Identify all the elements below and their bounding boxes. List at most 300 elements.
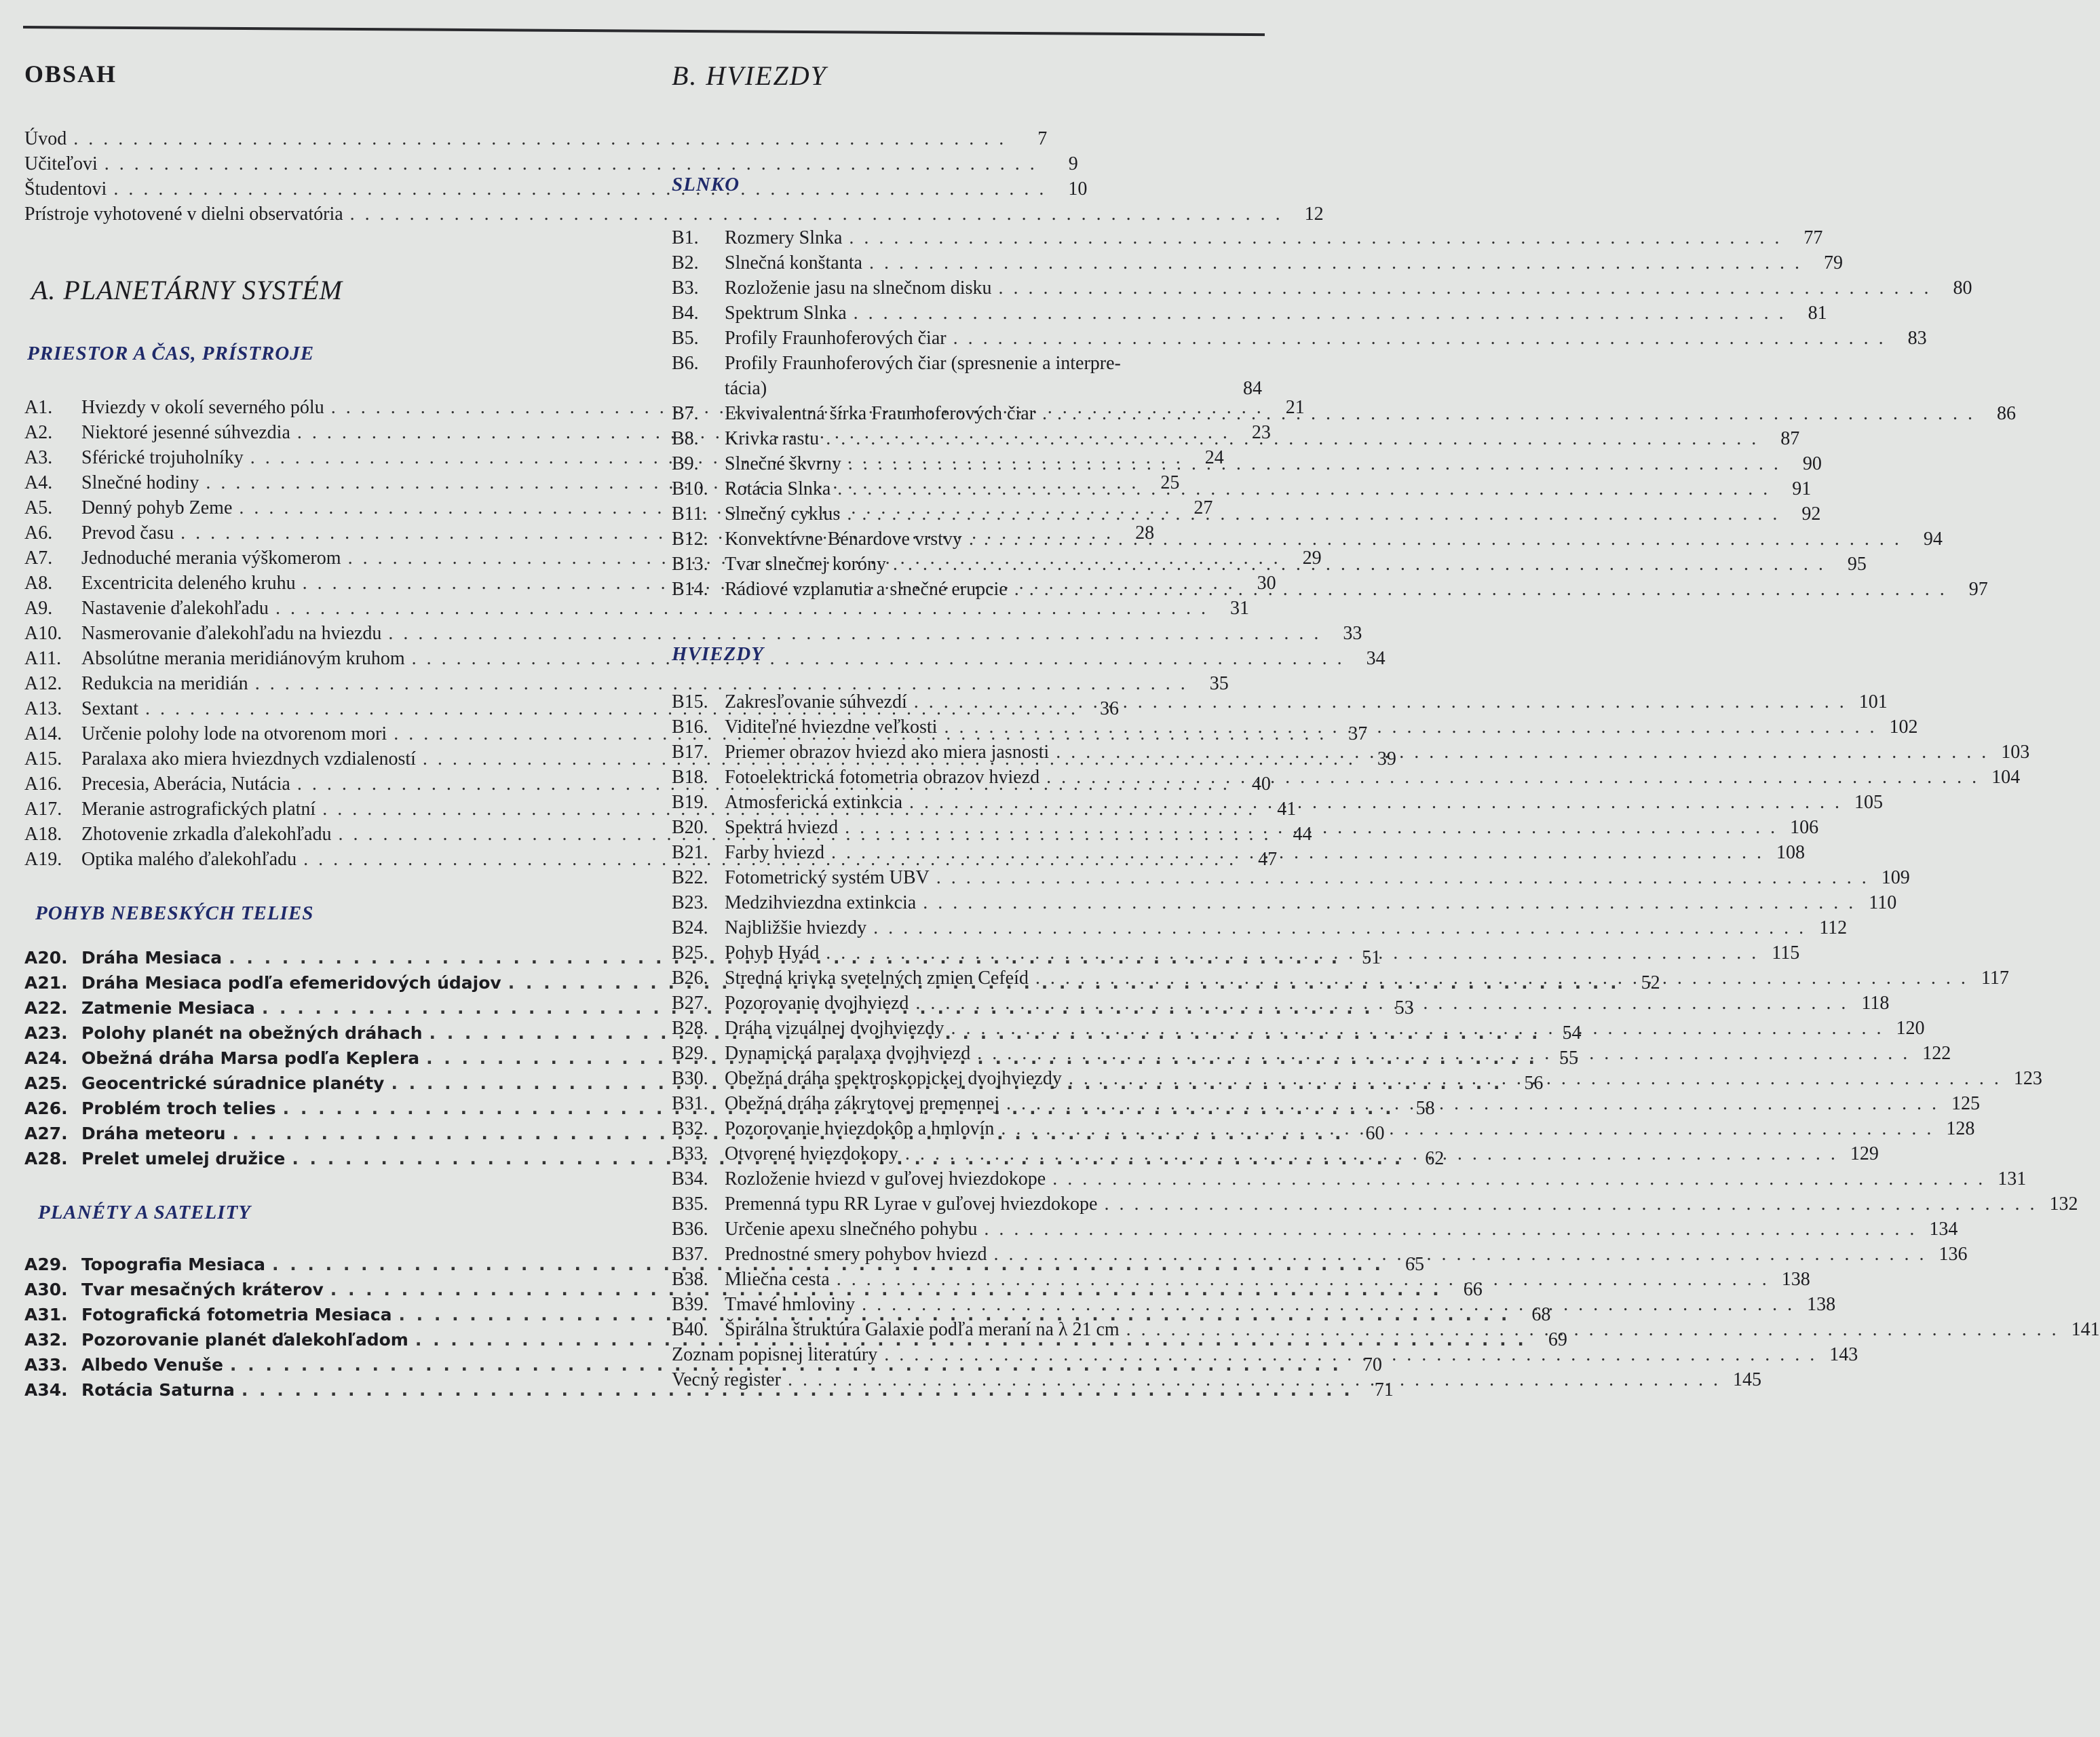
entry-number: B23. bbox=[672, 892, 708, 913]
entry-page: 134 bbox=[1929, 1219, 1958, 1240]
dot-leader bbox=[884, 1342, 1817, 1367]
dot-leader bbox=[873, 915, 1806, 940]
entry-page: 12 bbox=[1304, 204, 1324, 225]
entry-number: B4. bbox=[672, 303, 699, 324]
entry-number: A8. bbox=[24, 573, 53, 594]
entry-title: Farby hviezd bbox=[725, 842, 824, 863]
entry-title: Obežná dráha zákrytovej premennej bbox=[725, 1093, 1000, 1114]
entry-page: 10 bbox=[1068, 178, 1088, 199]
entry-page: 58 bbox=[1415, 1098, 1435, 1119]
entry-page: 30 bbox=[1257, 573, 1276, 594]
entry-title: Učiteľovi bbox=[24, 153, 98, 174]
entry-page: 56 bbox=[1524, 1073, 1544, 1094]
entry-title: Nastavenie ďalekohľadu bbox=[81, 598, 269, 619]
entry-page: 92 bbox=[1801, 503, 1821, 524]
toc-entry bbox=[24, 671, 1229, 696]
entry-number: A28. bbox=[24, 1149, 68, 1168]
toc-entry bbox=[672, 890, 1897, 915]
toc-entry bbox=[24, 596, 1249, 621]
entry-title: Slnečné hodiny bbox=[81, 472, 199, 493]
entry-number: B1. bbox=[672, 227, 699, 248]
entry-title: Fotoelektrická fotometria obrazov hviezd bbox=[725, 767, 1040, 788]
entry-title: Rotácia Saturna bbox=[81, 1380, 235, 1400]
toc-entry bbox=[24, 202, 1324, 227]
entry-title-line1: Profily Fraunhoferových čiar (spresnenie a interpre- bbox=[725, 353, 1121, 374]
entry-title: Pozorovanie planét ďalekohľadom bbox=[81, 1330, 408, 1350]
dot-leader bbox=[1052, 1166, 1985, 1191]
entry-number: B31. bbox=[672, 1093, 708, 1114]
entry-page: 27 bbox=[1194, 497, 1213, 518]
entry-number: A31. bbox=[24, 1305, 68, 1324]
entry-number: A34. bbox=[24, 1380, 68, 1400]
dot-leader bbox=[350, 202, 1283, 227]
dot-leader bbox=[977, 1041, 1910, 1066]
dot-leader bbox=[915, 991, 1848, 1016]
entry-page: 39 bbox=[1377, 748, 1396, 769]
entry-title: Polohy planét na obežných dráhach bbox=[81, 1023, 423, 1043]
entry-page: 7 bbox=[1037, 128, 1048, 149]
toc-entry bbox=[672, 275, 1972, 301]
dot-leader bbox=[998, 275, 1931, 301]
entry-number: A15. bbox=[24, 748, 62, 769]
entry-page: 68 bbox=[1531, 1304, 1551, 1325]
entry-number: B10. bbox=[672, 478, 708, 499]
entry-page: 79 bbox=[1823, 252, 1843, 273]
entry-page: 81 bbox=[1808, 303, 1827, 324]
entry-title: Paralaxa ako miera hviezdnych vzdialeností bbox=[81, 748, 416, 769]
entry-number: B35. bbox=[672, 1194, 708, 1215]
entry-title: Dráha Mesiaca podľa efemeridových údajov bbox=[81, 973, 501, 993]
entry-title: Sextant bbox=[81, 698, 138, 719]
entry-title: Stredná krivka svetelných zmien Cefeíd bbox=[725, 968, 1029, 989]
entry-page: 120 bbox=[1896, 1018, 1925, 1039]
entry-page: 117 bbox=[1981, 968, 2009, 989]
entry-number: B16. bbox=[672, 717, 708, 738]
entry-page: 21 bbox=[1285, 397, 1305, 418]
entry-number: A13. bbox=[24, 698, 62, 719]
entry-number: B7. bbox=[672, 403, 699, 424]
toc-entry bbox=[672, 1191, 2078, 1217]
entry-number: A1. bbox=[24, 397, 53, 418]
entry-title: Dráha vizuálnej dvojhviezdy bbox=[725, 1018, 944, 1039]
toc-entry bbox=[672, 915, 1848, 940]
entry-number: B39. bbox=[672, 1294, 708, 1315]
entry-title: Redukcia na meridián bbox=[81, 673, 248, 694]
entry-title: Otvorené hviezdokopy bbox=[725, 1143, 898, 1164]
entry-number: A17. bbox=[24, 799, 62, 820]
entry-page: 52 bbox=[1641, 972, 1660, 993]
entry-title: Rozmery Slnka bbox=[725, 227, 843, 248]
entry-title: Jednoduché merania výškomerom bbox=[81, 548, 341, 569]
entry-number: A3. bbox=[24, 447, 53, 468]
toc-entry bbox=[672, 326, 1927, 351]
entry-page: 41 bbox=[1277, 799, 1297, 820]
dot-leader bbox=[847, 501, 1780, 527]
part-b-title: B. HVIEZDY bbox=[672, 60, 827, 91]
dot-leader bbox=[923, 890, 1856, 915]
entry-title: Sférické trojuholníky bbox=[81, 447, 244, 468]
entry-number: A27. bbox=[24, 1124, 68, 1143]
entry-title: Prednostné smery pohybov hviezd bbox=[725, 1244, 987, 1265]
entry-page: 128 bbox=[1946, 1118, 1975, 1139]
entry-number: A18. bbox=[24, 824, 62, 845]
entry-title: Excentricita deleného kruhu bbox=[81, 573, 296, 594]
entry-page: 91 bbox=[1792, 478, 1812, 499]
entry-title: Viditeľné hviezdne veľkosti bbox=[725, 717, 938, 738]
entry-number: B13. bbox=[672, 554, 708, 575]
dot-leader bbox=[914, 689, 1847, 714]
entry-number: A26. bbox=[24, 1099, 68, 1118]
entry-page: 131 bbox=[1998, 1168, 2027, 1189]
entry-number: A29. bbox=[24, 1255, 68, 1274]
toc-entry bbox=[672, 301, 1827, 326]
entry-number: B29. bbox=[672, 1043, 708, 1064]
dot-leader bbox=[1126, 1317, 2059, 1342]
dot-leader bbox=[1046, 765, 1979, 790]
dot-leader bbox=[1014, 577, 1947, 602]
entry-number: B40. bbox=[672, 1319, 708, 1340]
section-heading: POHYB NEBESKÝCH TELIES bbox=[35, 902, 314, 924]
toc-entry bbox=[24, 151, 1078, 176]
entry-page: 23 bbox=[1251, 422, 1271, 443]
entry-title: Topografia Mesiaca bbox=[81, 1255, 266, 1274]
entry-title: Dráha Mesiaca bbox=[81, 948, 223, 968]
dot-leader bbox=[862, 1292, 1795, 1317]
entry-page: 54 bbox=[1562, 1023, 1582, 1044]
entry-number: B28. bbox=[672, 1018, 708, 1039]
entry-page: 65 bbox=[1405, 1254, 1424, 1275]
entry-title: Pozorovanie hviezdokôp a hmlovín bbox=[725, 1118, 995, 1139]
entry-page: 84 bbox=[1243, 378, 1262, 399]
entry-number: B33. bbox=[672, 1143, 708, 1164]
entry-page: 24 bbox=[1204, 447, 1224, 468]
entry-page: 51 bbox=[1362, 947, 1381, 968]
entry-number: B32. bbox=[672, 1118, 708, 1139]
entry-title: Obežná dráha Marsa podľa Keplera bbox=[81, 1048, 420, 1068]
entry-page: 102 bbox=[1889, 717, 1918, 738]
entry-number: B19. bbox=[672, 792, 708, 813]
entry-number: B12. bbox=[672, 529, 708, 550]
entry-number: B11. bbox=[672, 503, 708, 524]
entry-page: 66 bbox=[1463, 1279, 1483, 1300]
entry-title: Vecný register bbox=[672, 1369, 781, 1390]
dot-leader bbox=[994, 1242, 1927, 1267]
entry-title: Fotometrický systém UBV bbox=[725, 867, 930, 888]
entry-title: Priemer obrazov hviezd ako miera jasnosti bbox=[725, 742, 1050, 763]
entry-title: Určenie apexu slnečného pohybu bbox=[725, 1219, 978, 1240]
entry-page: 80 bbox=[1953, 278, 1972, 299]
entry-page: 87 bbox=[1780, 428, 1800, 449]
toc-entry bbox=[24, 126, 1048, 151]
entry-page: 69 bbox=[1548, 1329, 1567, 1350]
entry-number: A32. bbox=[24, 1330, 68, 1350]
dot-leader bbox=[951, 1016, 1884, 1041]
entry-title: Dynamická paralaxa dvojhviezd bbox=[725, 1043, 971, 1064]
entry-title: Geocentrické súradnice planéty bbox=[81, 1073, 385, 1093]
entry-page: 105 bbox=[1854, 792, 1884, 813]
entry-number: A16. bbox=[24, 774, 62, 795]
entry-page: 35 bbox=[1209, 673, 1229, 694]
entry-page: 101 bbox=[1858, 691, 1888, 712]
entry-title: Medzihviezdna extinkcia bbox=[725, 892, 917, 913]
toc-entry bbox=[672, 351, 1262, 401]
entry-page: 136 bbox=[1939, 1244, 1968, 1265]
entry-number: A7. bbox=[24, 548, 53, 569]
entry-title: Pozorovanie dvojhviezd bbox=[725, 993, 909, 1014]
entry-number: B3. bbox=[672, 278, 699, 299]
entry-title: Rozloženie jasu na slnečnom disku bbox=[725, 278, 992, 299]
entry-page: 143 bbox=[1829, 1344, 1858, 1365]
entry-page: 109 bbox=[1881, 867, 1910, 888]
toc-entry bbox=[672, 865, 1910, 890]
entry-title: Tmavé hmloviny bbox=[725, 1294, 856, 1315]
entry-page: 110 bbox=[1869, 892, 1897, 913]
dot-leader bbox=[113, 176, 1046, 202]
entry-number: A23. bbox=[24, 1023, 68, 1043]
entry-number: A24. bbox=[24, 1048, 68, 1068]
entry-number: A5. bbox=[24, 497, 53, 518]
entry-number: A4. bbox=[24, 472, 53, 493]
entry-title: Albedo Venuše bbox=[81, 1355, 223, 1375]
entry-number: B25. bbox=[672, 942, 708, 963]
entry-number: B17. bbox=[672, 742, 708, 763]
entry-title: Premenná typu RR Lyrae v guľovej hviezdokope bbox=[725, 1194, 1098, 1215]
dot-leader bbox=[944, 714, 1877, 740]
entry-title: Obežná dráha spektroskopickej dvojhviezdy bbox=[725, 1068, 1062, 1089]
entry-number: B21. bbox=[672, 842, 708, 863]
entry-page: 60 bbox=[1365, 1123, 1385, 1144]
section-heading: HVIEZDY bbox=[672, 643, 764, 665]
entry-title: Slnečný cyklus bbox=[725, 503, 841, 524]
entry-number: B14. bbox=[672, 579, 708, 600]
entry-title: Slnečná konštanta bbox=[725, 252, 862, 273]
entry-page: 44 bbox=[1293, 824, 1312, 845]
dot-leader bbox=[388, 621, 1321, 646]
dot-leader bbox=[849, 225, 1782, 250]
dot-leader bbox=[788, 1367, 1721, 1392]
entry-title: Zoznam popisnej literatúry bbox=[672, 1344, 878, 1365]
entry-page: 129 bbox=[1850, 1143, 1879, 1164]
entry-page: 97 bbox=[1968, 579, 1988, 600]
entry-title: Prelet umelej družice bbox=[81, 1149, 286, 1168]
entry-page: 103 bbox=[2001, 742, 2030, 763]
entry-number: A19. bbox=[24, 849, 62, 870]
part-a-title: A. PLANETÁRNY SYSTÉM bbox=[31, 275, 343, 305]
entry-number: B8. bbox=[672, 428, 699, 449]
dot-leader bbox=[854, 301, 1787, 326]
entry-title: Nasmerovanie ďalekohľadu na hviezdu bbox=[81, 623, 382, 644]
entry-number: A2. bbox=[24, 422, 53, 443]
entry-title: Spektrum Slnka bbox=[725, 303, 847, 324]
entry-number: B15. bbox=[672, 691, 708, 712]
entry-number: A12. bbox=[24, 673, 62, 694]
entry-number: A33. bbox=[24, 1355, 68, 1375]
entry-page: 28 bbox=[1135, 522, 1155, 543]
entry-page: 36 bbox=[1100, 698, 1119, 719]
toc-entry bbox=[672, 527, 1943, 552]
entry-number: B20. bbox=[672, 817, 708, 838]
entry-page: 25 bbox=[1160, 472, 1180, 493]
entry-page: 34 bbox=[1366, 648, 1386, 669]
dot-leader bbox=[1001, 1116, 1934, 1141]
toc-entry bbox=[672, 689, 1888, 714]
entry-title: Meranie astrografických platní bbox=[81, 799, 316, 820]
dot-leader bbox=[1035, 966, 1968, 991]
entry-title: Precesia, Aberácia, Nutácia bbox=[81, 774, 290, 795]
entry-page: 95 bbox=[1847, 554, 1867, 575]
toc-entry bbox=[672, 1166, 2027, 1191]
section-heading: PLANÉTY A SATELITY bbox=[38, 1202, 251, 1223]
entry-page: 40 bbox=[1251, 774, 1271, 795]
entry-page: 104 bbox=[1991, 767, 2021, 788]
entry-page: 53 bbox=[1394, 997, 1414, 1018]
entry-title: Rádiové vzplanutia a slnečné erupcie bbox=[725, 579, 1008, 600]
entry-page: 94 bbox=[1923, 529, 1943, 550]
dot-leader bbox=[73, 126, 1006, 151]
toc-entry bbox=[672, 476, 1812, 501]
entry-page: 141 bbox=[2071, 1319, 2100, 1340]
entry-number: A9. bbox=[24, 598, 53, 619]
dot-leader bbox=[869, 250, 1802, 275]
entry-title: Rozloženie hviezd v guľovej hviezdokope bbox=[725, 1168, 1046, 1189]
entry-title: Konvektívne Bénardove vrstvy bbox=[725, 529, 962, 550]
entry-number: B27. bbox=[672, 993, 708, 1014]
entry-title: Prevod času bbox=[81, 522, 174, 543]
dot-leader bbox=[845, 815, 1778, 840]
dot-leader bbox=[104, 151, 1037, 176]
dot-leader bbox=[412, 646, 1345, 671]
entry-number: A22. bbox=[24, 998, 68, 1018]
entry-title: Ekvivalentná šírka Fraunhoferových čiar bbox=[725, 403, 1035, 424]
entry-page: 77 bbox=[1803, 227, 1823, 248]
entry-page: 125 bbox=[1951, 1093, 1981, 1114]
entry-page: 123 bbox=[2013, 1068, 2042, 1089]
entry-title: Hviezdy v okolí severného pólu bbox=[81, 397, 324, 418]
entry-page: 70 bbox=[1362, 1354, 1382, 1375]
entry-number: A20. bbox=[24, 948, 68, 968]
entry-title: Problém troch telies bbox=[81, 1099, 276, 1118]
entry-title: Mliečna cesta bbox=[725, 1269, 830, 1290]
entry-number: B26. bbox=[672, 968, 708, 989]
entry-number: A6. bbox=[24, 522, 53, 543]
dot-leader bbox=[1042, 401, 1975, 426]
entry-page: 145 bbox=[1732, 1369, 1761, 1390]
entry-page: 55 bbox=[1559, 1048, 1579, 1069]
dot-leader bbox=[953, 326, 1886, 351]
dot-leader bbox=[984, 1217, 1917, 1242]
entry-number: B2. bbox=[672, 252, 699, 273]
entry-title: Pohyb Hyád bbox=[725, 942, 820, 963]
dot-leader bbox=[848, 451, 1781, 476]
entry-page: 90 bbox=[1802, 453, 1822, 474]
entry-page: 122 bbox=[1922, 1043, 1951, 1064]
dot-leader bbox=[969, 527, 1902, 552]
dot-leader bbox=[826, 940, 1759, 966]
dot-leader bbox=[905, 1141, 1838, 1166]
entry-title: Optika malého ďalekohľadu bbox=[81, 849, 297, 870]
toc-entry bbox=[672, 250, 1843, 275]
entry-number: B18. bbox=[672, 767, 708, 788]
entry-page: 62 bbox=[1425, 1148, 1445, 1169]
dot-leader bbox=[1104, 1191, 2037, 1217]
entry-number: B36. bbox=[672, 1219, 708, 1240]
entry-title: Slnečné škvrny bbox=[725, 453, 841, 474]
entry-title: Krivka rastu bbox=[725, 428, 820, 449]
entry-page: 9 bbox=[1068, 153, 1078, 174]
entry-number: B24. bbox=[672, 917, 708, 938]
toc-entry bbox=[672, 451, 1822, 476]
entry-title: Profily Fraunhoferových čiar bbox=[725, 328, 947, 349]
dot-leader bbox=[909, 790, 1842, 815]
entry-number: B37. bbox=[672, 1244, 708, 1265]
entry-page: 138 bbox=[1807, 1294, 1836, 1315]
section-heading: PRIESTOR A ČAS, PRÍSTROJE bbox=[27, 343, 315, 364]
entry-number: B5. bbox=[672, 328, 699, 349]
entry-title: Dráha meteoru bbox=[81, 1124, 226, 1143]
entry-number: A30. bbox=[24, 1280, 68, 1299]
entry-title: Denný pohyb Zeme bbox=[81, 497, 233, 518]
entry-number: A11. bbox=[24, 648, 62, 669]
entry-title: Úvod bbox=[24, 128, 67, 149]
entry-page: 31 bbox=[1229, 598, 1249, 619]
entry-number: A10. bbox=[24, 623, 62, 644]
dot-leader bbox=[837, 476, 1770, 501]
dot-leader bbox=[826, 426, 1759, 451]
dot-leader bbox=[1056, 740, 1989, 765]
entry-title: Absolútne merania meridiánovým kruhom bbox=[81, 648, 405, 669]
section-heading: SLNKO bbox=[672, 174, 740, 195]
entry-number: B9. bbox=[672, 453, 699, 474]
entry-page: 37 bbox=[1348, 723, 1368, 744]
entry-title: Určenie polohy lode na otvorenom mori bbox=[81, 723, 387, 744]
toc-entry bbox=[672, 1217, 1958, 1242]
entry-title: Niektoré jesenné súhvezdia bbox=[81, 422, 290, 443]
entry-page: 118 bbox=[1861, 993, 1890, 1014]
entry-number: B34. bbox=[672, 1168, 708, 1189]
entry-title bbox=[725, 351, 1228, 401]
entry-page: 29 bbox=[1302, 548, 1322, 569]
entry-page: 112 bbox=[1819, 917, 1848, 938]
entry-number: B22. bbox=[672, 867, 708, 888]
dot-leader bbox=[837, 1267, 1770, 1292]
entry-title: Prístroje vyhotovené v dielni observatória bbox=[24, 204, 343, 225]
entry-number: A14. bbox=[24, 723, 62, 744]
entry-title: Fotografická fotometria Mesiaca bbox=[81, 1305, 392, 1324]
entry-page: 83 bbox=[1907, 328, 1927, 349]
entry-title: Spektrá hviezd bbox=[725, 817, 839, 838]
entry-title: Študentovi bbox=[24, 178, 107, 199]
entry-page: 86 bbox=[1996, 403, 2016, 424]
entry-page: 138 bbox=[1781, 1269, 1810, 1290]
entry-title: Tvar slnečnej koróny bbox=[725, 554, 886, 575]
entry-page: 115 bbox=[1772, 942, 1800, 963]
entry-title: Zatmenie Mesiaca bbox=[81, 998, 255, 1018]
entry-title: Atmosferická extinkcia bbox=[725, 792, 903, 813]
entry-title: Špirálna štruktúra Galaxie podľa meraní na λ 21 cm bbox=[725, 1319, 1120, 1340]
entry-page: 47 bbox=[1258, 849, 1278, 870]
top-rule bbox=[23, 26, 1265, 36]
entry-title: Rotácia Slnka bbox=[725, 478, 831, 499]
entry-number: A21. bbox=[24, 973, 68, 993]
entry-title-line2: tácia) bbox=[725, 378, 767, 399]
entry-page: 132 bbox=[2049, 1194, 2078, 1215]
entry-title: Zhotovenie zrkadla ďalekohľadu bbox=[81, 824, 332, 845]
dot-leader bbox=[893, 552, 1826, 577]
entry-page: 106 bbox=[1790, 817, 1819, 838]
entry-title: Najbližšie hviezdy bbox=[725, 917, 867, 938]
entry-title: Zakresľovanie súhvezdí bbox=[725, 691, 907, 712]
dot-leader bbox=[831, 840, 1764, 865]
